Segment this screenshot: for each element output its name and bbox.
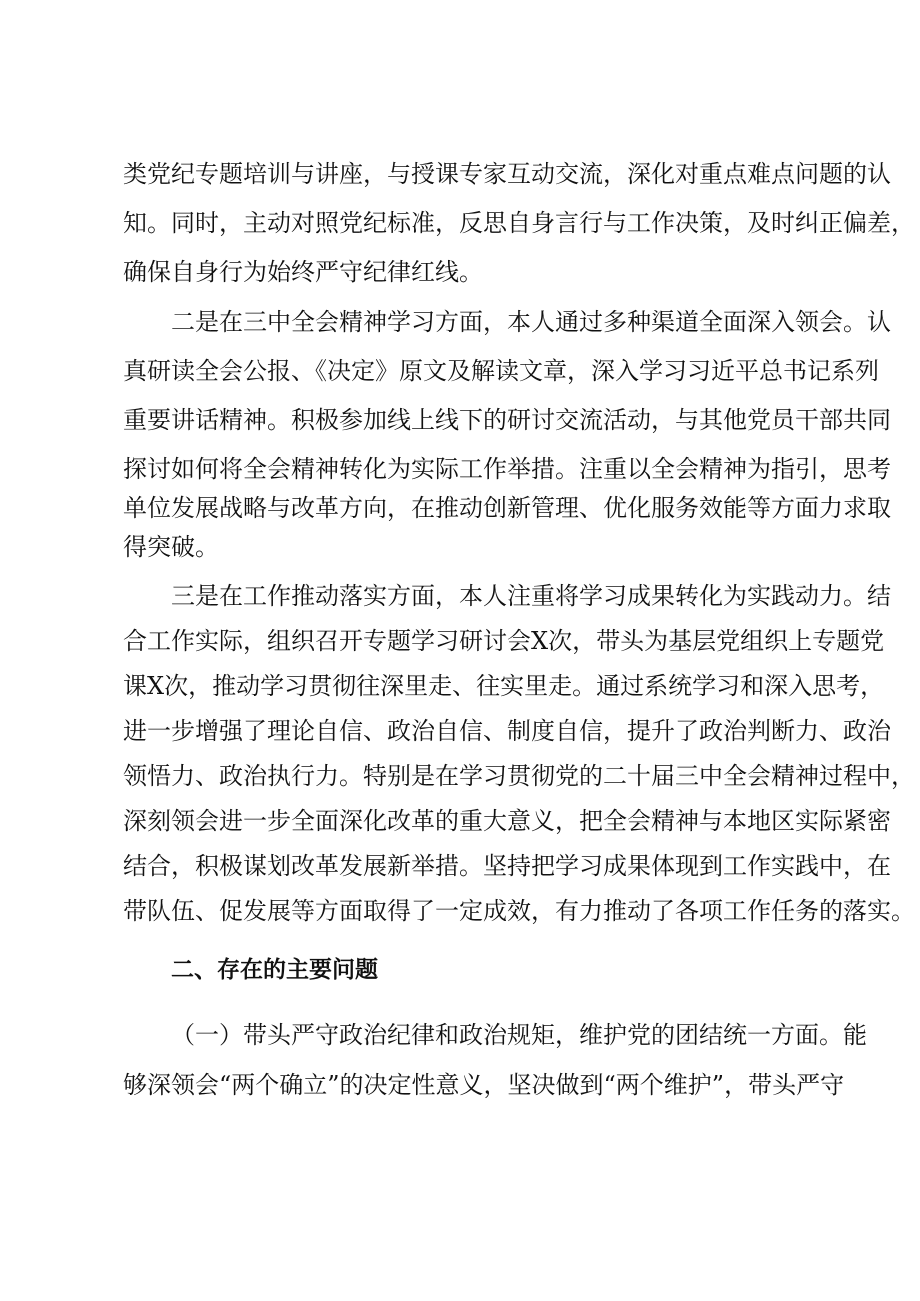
paragraph-3-line-2: 合工作实际，组织召开专题学习研讨会X次，带头为基层党组织上专题党 xyxy=(123,627,885,655)
paragraph-1-line-2: 知。同时，主动对照党纪标准，反思自身言行与工作决策，及时纠正偏差， xyxy=(123,209,915,237)
paragraph-3-line-5: 领悟力、政治执行力。特别是在学习贯彻党的二十届三中全会精神过程中， xyxy=(123,762,915,790)
paragraph-2-line-6: 得突破。 xyxy=(123,533,219,561)
paragraph-2-line-2: 真研读全会公报、《决定》原文及解读文章，深入学习习近平总书记系列 xyxy=(123,357,879,385)
paragraph-3-line-1: 三是在工作推动落实方面，本人注重将学习成果转化为实践动力。结 xyxy=(171,582,891,610)
paragraph-4-line-2: 够深领会“两个确立”的决定性意义，坚决做到“两个维护”，带头严守 xyxy=(123,1071,845,1099)
paragraph-2-line-1: 二是在三中全会精神学习方面，本人通过多种渠道全面深入领会。认 xyxy=(171,308,891,336)
paragraph-2-line-5: 单位发展战略与改革方向，在推动创新管理、优化服务效能等方面力求取 xyxy=(123,494,891,522)
paragraph-2-line-3: 重要讲话精神。积极参加线上线下的研讨交流活动，与其他党员干部共同 xyxy=(123,406,891,434)
paragraph-3-line-4: 进一步增强了理论自信、政治自信、制度自信，提升了政治判断力、政治 xyxy=(123,717,891,745)
paragraph-3-line-7: 结合，积极谋划改革发展新举措。坚持把学习成果体现到工作实践中，在 xyxy=(123,852,891,880)
paragraph-3-line-8: 带队伍、促发展等方面取得了一定成效，有力推动了各项工作任务的落实。 xyxy=(123,897,915,925)
paragraph-1-line-1: 类党纪专题培训与讲座，与授课专家互动交流，深化对重点难点问题的认 xyxy=(123,160,891,188)
paragraph-3-line-6: 深刻领会进一步全面深化改革的重大意义，把全会精神与本地区实际紧密 xyxy=(123,807,891,835)
section-heading: 二、存在的主要问题 xyxy=(171,957,378,983)
paragraph-1-line-3: 确保自身行为始终严守纪律红线。 xyxy=(123,258,483,286)
paragraph-3-line-3: 课X次，推动学习贯彻往深里走、往实里走。通过系统学习和深入思考， xyxy=(123,672,885,700)
paragraph-2-line-4: 探讨如何将全会精神转化为实际工作举措。注重以全会精神为指引，思考 xyxy=(123,455,891,483)
paragraph-4-line-1: （一）带头严守政治纪律和政治规矩，维护党的团结统一方面。能 xyxy=(171,1021,867,1049)
